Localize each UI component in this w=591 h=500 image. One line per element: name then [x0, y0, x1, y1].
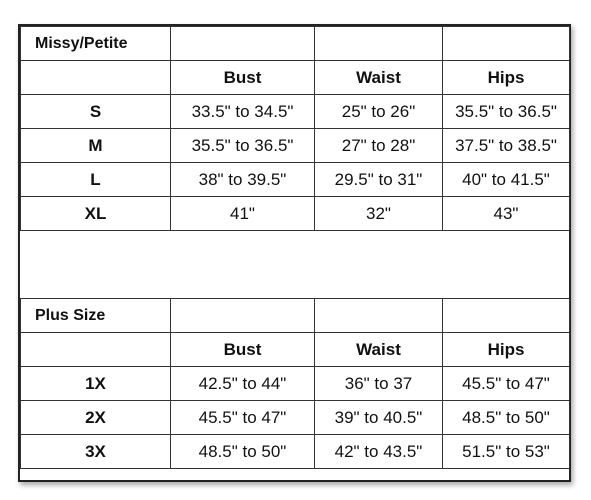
bust-value: 35.5" to 36.5"	[171, 129, 315, 163]
table-row	[21, 435, 570, 469]
spacer-row	[21, 231, 570, 299]
size-label: 2X	[21, 401, 171, 435]
bust-value: 33.5" to 34.5"	[171, 95, 315, 129]
header-hips: Hips	[443, 61, 570, 95]
waist-value: 27" to 28"	[315, 129, 443, 163]
size-label: XL	[21, 197, 171, 231]
bust-value: 41"	[171, 197, 315, 231]
header-waist: Waist	[315, 61, 443, 95]
size-label: 1X	[21, 367, 171, 401]
waist-value: 39" to 40.5"	[315, 401, 443, 435]
bust-value: 38" to 39.5"	[171, 163, 315, 197]
hips-value: 35.5" to 36.5"	[443, 95, 570, 129]
size-label: 3X	[21, 435, 171, 469]
section-title-plus-size: Plus Size	[21, 299, 171, 333]
size-label: M	[21, 129, 171, 163]
size-chart-table	[20, 26, 570, 469]
section-title-row	[21, 27, 570, 61]
section-title-row	[21, 299, 570, 333]
table-row	[21, 401, 570, 435]
size-label: S	[21, 95, 171, 129]
spacer-cell	[21, 231, 570, 299]
header-hips: Hips	[443, 333, 570, 367]
table-row	[21, 163, 570, 197]
waist-value: 29.5" to 31"	[315, 163, 443, 197]
hips-value: 48.5" to 50"	[443, 401, 570, 435]
empty-cell	[315, 299, 443, 333]
table-row	[21, 95, 570, 129]
header-bust: Bust	[171, 333, 315, 367]
header-waist: Waist	[315, 333, 443, 367]
waist-value: 36" to 37	[315, 367, 443, 401]
waist-value: 32"	[315, 197, 443, 231]
hips-value: 45.5" to 47"	[443, 367, 570, 401]
empty-cell	[443, 27, 570, 61]
section-title-missy-petite: Missy/Petite	[21, 27, 171, 61]
header-row	[21, 333, 570, 367]
empty-cell	[21, 61, 171, 95]
empty-cell	[443, 299, 570, 333]
bust-value: 42.5" to 44"	[171, 367, 315, 401]
size-label: L	[21, 163, 171, 197]
header-bust: Bust	[171, 61, 315, 95]
empty-cell	[21, 333, 171, 367]
empty-cell	[171, 299, 315, 333]
empty-cell	[171, 27, 315, 61]
table-row	[21, 367, 570, 401]
hips-value: 40" to 41.5"	[443, 163, 570, 197]
bust-value: 45.5" to 47"	[171, 401, 315, 435]
waist-value: 25" to 26"	[315, 95, 443, 129]
table-row	[21, 129, 570, 163]
empty-cell	[315, 27, 443, 61]
hips-value: 37.5" to 38.5"	[443, 129, 570, 163]
hips-value: 51.5" to 53"	[443, 435, 570, 469]
hips-value: 43"	[443, 197, 570, 231]
bust-value: 48.5" to 50"	[171, 435, 315, 469]
table-row	[21, 197, 570, 231]
header-row	[21, 61, 570, 95]
waist-value: 42" to 43.5"	[315, 435, 443, 469]
